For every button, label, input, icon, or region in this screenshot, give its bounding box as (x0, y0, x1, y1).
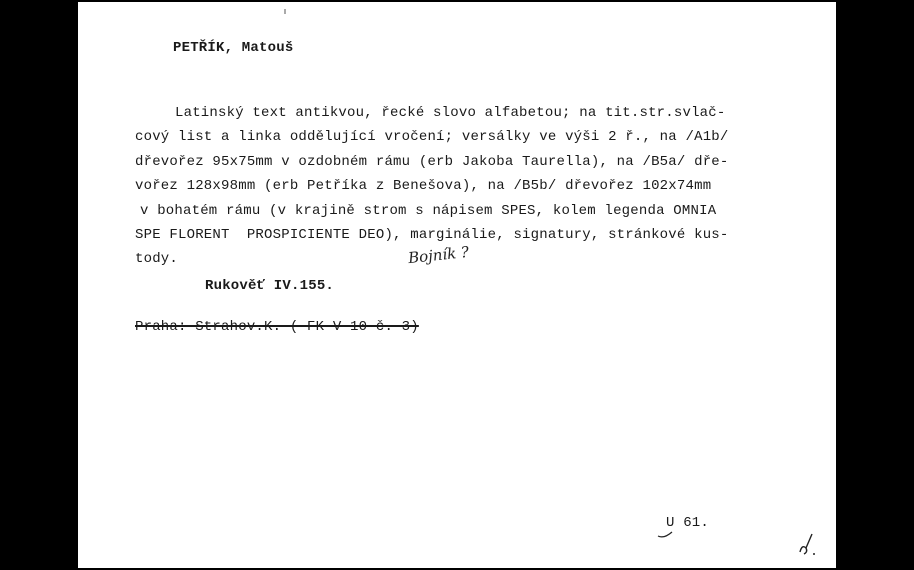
handwritten-initial-mark (796, 532, 818, 558)
pencil-tick-mark (656, 527, 676, 541)
card-number: U 61. (666, 515, 710, 531)
location-reference: Rukověť IV.155. (205, 278, 335, 294)
catalog-card (78, 2, 836, 568)
paragraph-line: tody. (135, 251, 179, 267)
paragraph-line: SPE FLORENT PROSPICIENTE DEO), marginálie, signatury, stránkové kus- (135, 227, 729, 243)
handwritten-note: Bojník ? (407, 242, 470, 268)
author-heading: PETŘÍK, Matouš (173, 40, 294, 56)
paragraph-line: v bohatém rámu (v krajině strom s nápisem SPES, kolem legenda OMNIA (140, 203, 717, 219)
paragraph-line: vořez 128x98mm (erb Petříka z Benešova), na /B5b/ dřevořez 102x74mm (135, 178, 712, 194)
scan-speck (282, 8, 288, 16)
paragraph-line: dřevořez 95x75mm v ozdobném rámu (erb Jakoba Taurella), na /B5a/ dře- (135, 154, 729, 170)
struck-shelfmark: Praha: Strahov.K. ( FK V 10 č. 3) (135, 319, 419, 335)
paragraph-line: cový list a linka oddělující vročení; versálky ve výši 2 ř., na /A1b/ (135, 129, 729, 145)
paragraph-line: Latinský text antikvou, řecké slovo alfabetou; na tit.str.svlač- (175, 105, 726, 121)
